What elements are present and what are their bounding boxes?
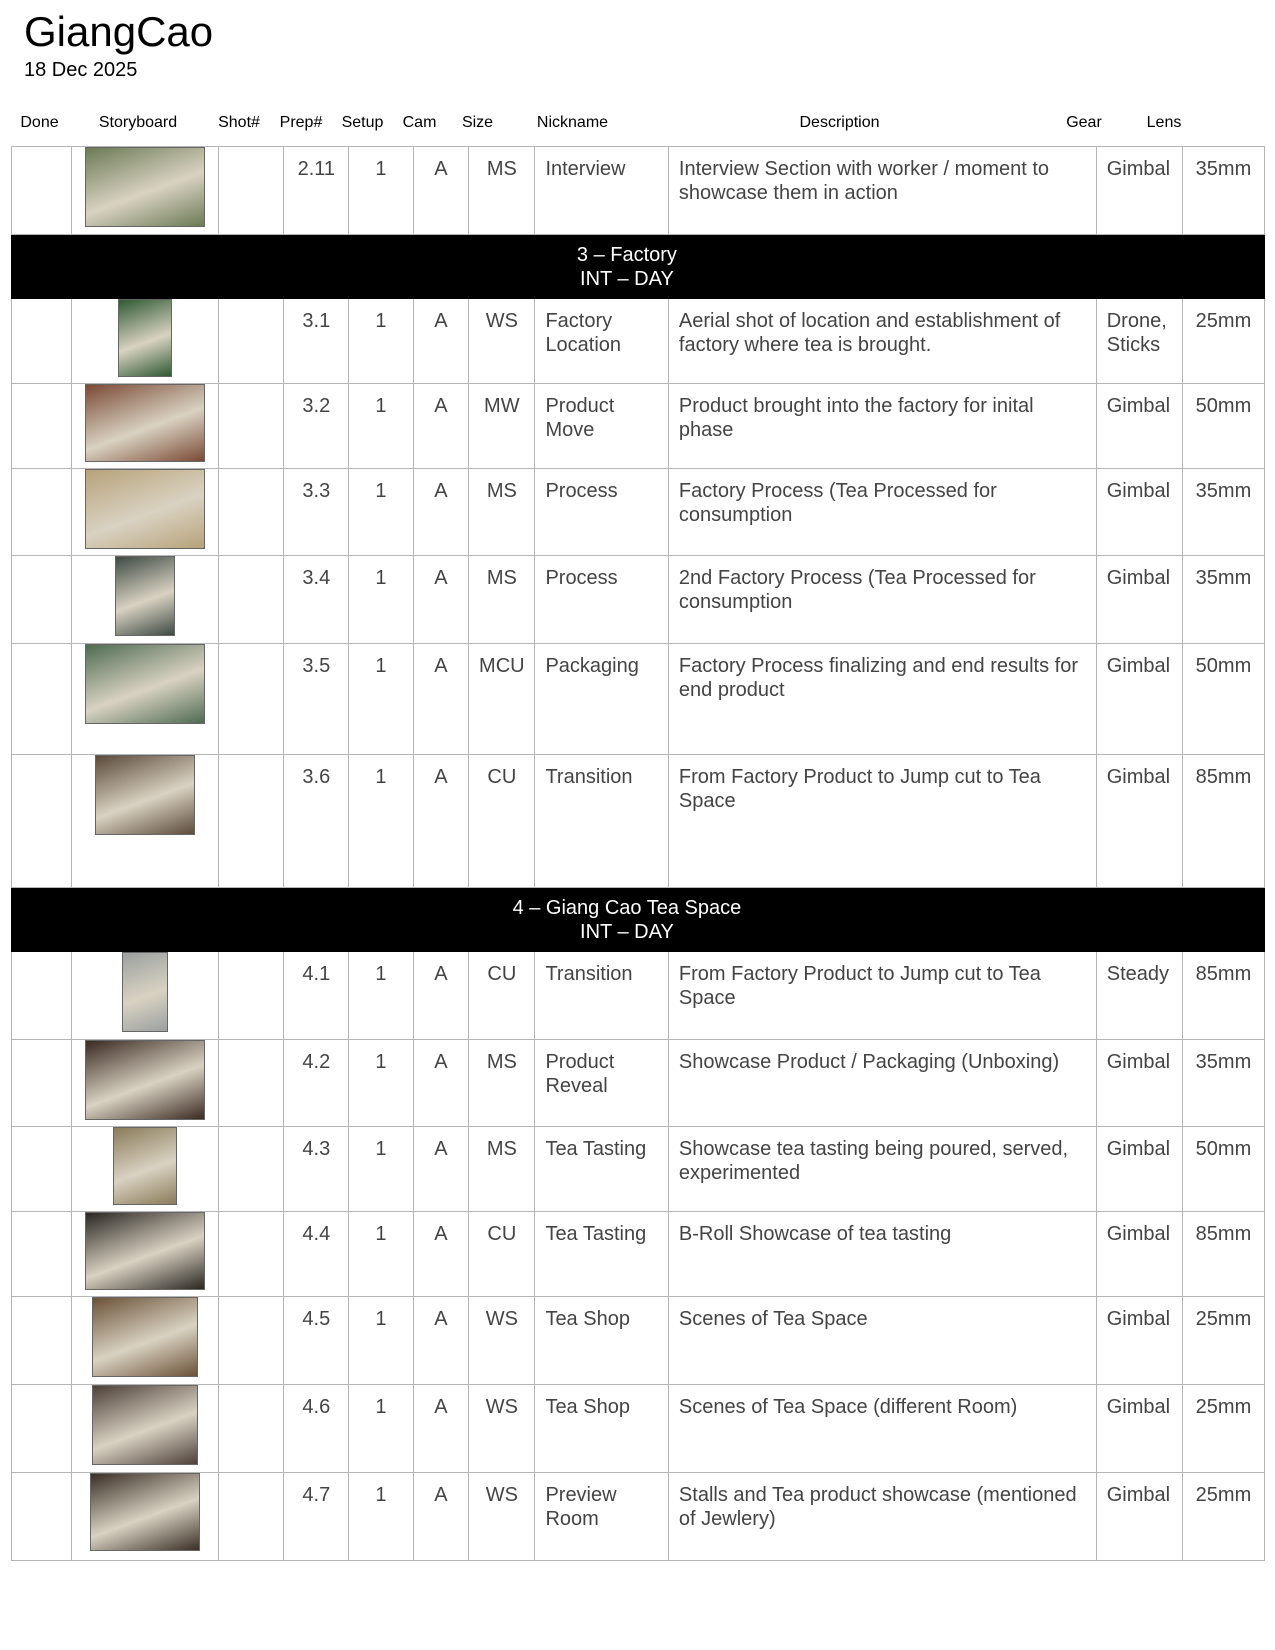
cell-prep: 4.7 <box>284 1473 349 1561</box>
shot-row <box>12 469 1265 556</box>
col-header-cam: Cam <box>402 114 437 131</box>
cell-shot <box>219 755 284 888</box>
cell-setup: 1 <box>349 755 413 888</box>
shot-row <box>12 556 1265 644</box>
column-header-row <box>0 112 1275 138</box>
cell-setup: 1 <box>349 1385 413 1473</box>
cell-cam: A <box>413 384 469 469</box>
scene-heading: 4 – Giang Cao Tea Space <box>512 897 742 919</box>
col-header-storyboard: Storyboard <box>98 114 178 131</box>
cell-cam: A <box>413 1297 469 1385</box>
cell-description: Scenes of Tea Space <box>668 1297 1096 1385</box>
cell-prep: 3.1 <box>284 299 349 384</box>
cell-prep: 3.5 <box>284 644 349 755</box>
col-header-shot: Shot# <box>218 114 260 131</box>
cell-done[interactable] <box>12 644 72 755</box>
cell-size: WS <box>469 1297 535 1385</box>
cell-lens: 50mm <box>1182 384 1264 469</box>
shot-row <box>12 755 1265 888</box>
cell-nickname: Packaging <box>535 644 668 755</box>
cell-setup: 1 <box>349 299 413 384</box>
cell-nickname: Interview <box>535 147 668 235</box>
cell-cam: A <box>413 1040 469 1127</box>
shot-row <box>12 644 1265 755</box>
cell-storyboard <box>71 1385 218 1473</box>
cell-gear: Gimbal <box>1096 556 1182 644</box>
cell-prep: 4.5 <box>284 1297 349 1385</box>
cell-storyboard <box>71 147 218 235</box>
cell-nickname: Process <box>535 469 668 556</box>
cell-done[interactable] <box>12 1040 72 1127</box>
cell-prep: 3.4 <box>284 556 349 644</box>
shot-row <box>12 299 1265 384</box>
cell-description: From Factory Product to Jump cut to Tea Space <box>668 755 1096 888</box>
cell-setup: 1 <box>349 469 413 556</box>
cell-nickname: Transition <box>535 952 668 1040</box>
cell-size: MS <box>469 1040 535 1127</box>
shot-row <box>12 1040 1265 1127</box>
cell-done[interactable] <box>12 1127 72 1212</box>
scene-header-row <box>12 888 1265 952</box>
cell-lens: 50mm <box>1182 644 1264 755</box>
cell-lens: 35mm <box>1182 556 1264 644</box>
scene-subheading: INT – DAY <box>580 921 674 943</box>
scene-header-spacer <box>1182 235 1264 299</box>
storyboard-thumbnail <box>90 1473 200 1551</box>
cell-gear: Gimbal <box>1096 1212 1182 1297</box>
cell-description: Aerial shot of location and establishment of factory where tea is brought. <box>668 299 1096 384</box>
cell-size: CU <box>469 952 535 1040</box>
cell-lens: 85mm <box>1182 1212 1264 1297</box>
cell-done[interactable] <box>12 299 72 384</box>
cell-done[interactable] <box>12 556 72 644</box>
cell-description: B-Roll Showcase of tea tasting <box>668 1212 1096 1297</box>
cell-shot <box>219 1040 284 1127</box>
cell-cam: A <box>413 1127 469 1212</box>
cell-shot <box>219 147 284 235</box>
cell-setup: 1 <box>349 1040 413 1127</box>
cell-size: CU <box>469 755 535 888</box>
cell-description: Showcase tea tasting being poured, served, experimented <box>668 1127 1096 1212</box>
cell-gear: Steady <box>1096 952 1182 1040</box>
cell-storyboard <box>71 556 218 644</box>
cell-shot <box>219 469 284 556</box>
cell-description: Stalls and Tea product showcase (mentioned of Jewlery) <box>668 1473 1096 1561</box>
scene-header-row <box>12 235 1265 299</box>
cell-description: Factory Process (Tea Processed for consumption <box>668 469 1096 556</box>
storyboard-thumbnail <box>122 952 168 1032</box>
cell-storyboard <box>71 1127 218 1212</box>
cell-prep: 4.4 <box>284 1212 349 1297</box>
cell-nickname: Tea Tasting <box>535 1127 668 1212</box>
storyboard-thumbnail <box>92 1297 198 1377</box>
cell-cam: A <box>413 556 469 644</box>
cell-done[interactable] <box>12 755 72 888</box>
cell-shot <box>219 556 284 644</box>
col-header-description: Description <box>799 114 880 131</box>
cell-size: WS <box>469 1473 535 1561</box>
cell-nickname: Preview Room <box>535 1473 668 1561</box>
cell-size: CU <box>469 1212 535 1297</box>
cell-shot <box>219 1127 284 1212</box>
cell-cam: A <box>413 1385 469 1473</box>
cell-storyboard <box>71 1212 218 1297</box>
cell-cam: A <box>413 755 469 888</box>
cell-gear: Gimbal <box>1096 755 1182 888</box>
cell-prep: 4.1 <box>284 952 349 1040</box>
scene-header-spacer <box>12 888 72 952</box>
cell-gear: Gimbal <box>1096 1127 1182 1212</box>
cell-shot <box>219 1212 284 1297</box>
cell-gear: Gimbal <box>1096 1040 1182 1127</box>
cell-storyboard <box>71 755 218 888</box>
cell-prep: 3.6 <box>284 755 349 888</box>
cell-done[interactable] <box>12 384 72 469</box>
cell-gear: Gimbal <box>1096 644 1182 755</box>
cell-lens: 35mm <box>1182 147 1264 235</box>
storyboard-thumbnail <box>92 1385 198 1465</box>
shot-row <box>12 1212 1265 1297</box>
cell-gear: Gimbal <box>1096 1385 1182 1473</box>
cell-shot <box>219 952 284 1040</box>
cell-done[interactable] <box>12 1212 72 1297</box>
col-header-size: Size <box>461 114 494 131</box>
cell-size: WS <box>469 1385 535 1473</box>
cell-lens: 85mm <box>1182 952 1264 1040</box>
shot-row <box>12 1297 1265 1385</box>
cell-lens: 35mm <box>1182 1040 1264 1127</box>
cell-cam: A <box>413 147 469 235</box>
cell-shot <box>219 384 284 469</box>
cell-nickname: Tea Shop <box>535 1297 668 1385</box>
cell-setup: 1 <box>349 1297 413 1385</box>
storyboard-thumbnail <box>115 556 175 636</box>
cell-cam: A <box>413 952 469 1040</box>
cell-setup: 1 <box>349 1127 413 1212</box>
cell-description: Interview Section with worker / moment to showcase them in action <box>668 147 1096 235</box>
cell-prep: 3.3 <box>284 469 349 556</box>
shot-row <box>12 952 1265 1040</box>
storyboard-thumbnail <box>85 1212 205 1290</box>
storyboard-thumbnail <box>85 147 205 227</box>
cell-gear: Gimbal <box>1096 384 1182 469</box>
cell-size: MS <box>469 1127 535 1212</box>
cell-description: From Factory Product to Jump cut to Tea Space <box>668 952 1096 1040</box>
document-date: 18 Dec 2025 <box>24 59 138 81</box>
cell-lens: 25mm <box>1182 1473 1264 1561</box>
cell-nickname: Tea Shop <box>535 1385 668 1473</box>
cell-cam: A <box>413 644 469 755</box>
shot-row <box>12 1127 1265 1212</box>
shot-row <box>12 384 1265 469</box>
col-header-nickname: Nickname <box>536 114 609 131</box>
storyboard-thumbnail <box>85 644 205 724</box>
cell-nickname: Factory Location <box>535 299 668 384</box>
storyboard-thumbnail <box>118 299 172 377</box>
cell-done[interactable] <box>12 1385 72 1473</box>
cell-shot <box>219 1473 284 1561</box>
cell-cam: A <box>413 299 469 384</box>
cell-storyboard <box>71 952 218 1040</box>
cell-storyboard <box>71 1297 218 1385</box>
storyboard-thumbnail <box>85 469 205 549</box>
cell-gear: Gimbal <box>1096 469 1182 556</box>
cell-nickname: Tea Tasting <box>535 1212 668 1297</box>
cell-setup: 1 <box>349 1473 413 1561</box>
cell-storyboard <box>71 1040 218 1127</box>
col-header-gear: Gear <box>1066 114 1102 131</box>
shot-row <box>12 1473 1265 1561</box>
scene-heading: 3 – Factory <box>576 244 677 266</box>
cell-prep: 2.11 <box>284 147 349 235</box>
cell-cam: A <box>413 469 469 556</box>
scene-header <box>71 888 1182 952</box>
cell-size: WS <box>469 299 535 384</box>
cell-size: MS <box>469 556 535 644</box>
cell-shot <box>219 1297 284 1385</box>
cell-lens: 85mm <box>1182 755 1264 888</box>
cell-size: MS <box>469 469 535 556</box>
cell-setup: 1 <box>349 147 413 235</box>
cell-setup: 1 <box>349 1212 413 1297</box>
cell-cam: A <box>413 1212 469 1297</box>
shot-row <box>12 147 1265 235</box>
document-title: GiangCao <box>24 8 214 55</box>
col-header-done: Done <box>20 114 59 131</box>
cell-shot <box>219 644 284 755</box>
cell-cam: A <box>413 1473 469 1561</box>
scene-subheading: INT – DAY <box>580 268 674 290</box>
cell-description: 2nd Factory Process (Tea Processed for consumption <box>668 556 1096 644</box>
cell-done[interactable] <box>12 1297 72 1385</box>
cell-nickname: Product Move <box>535 384 668 469</box>
cell-done[interactable] <box>12 147 72 235</box>
cell-lens: 25mm <box>1182 299 1264 384</box>
cell-storyboard <box>71 1473 218 1561</box>
storyboard-thumbnail <box>95 755 195 835</box>
cell-prep: 4.2 <box>284 1040 349 1127</box>
storyboard-thumbnail <box>85 1040 205 1120</box>
cell-lens: 25mm <box>1182 1385 1264 1473</box>
cell-gear: Gimbal <box>1096 1473 1182 1561</box>
cell-gear: Drone, Sticks <box>1096 299 1182 384</box>
cell-prep: 4.6 <box>284 1385 349 1473</box>
cell-setup: 1 <box>349 644 413 755</box>
col-header-setup: Setup <box>341 114 384 131</box>
cell-setup: 1 <box>349 384 413 469</box>
cell-nickname: Product Reveal <box>535 1040 668 1127</box>
cell-setup: 1 <box>349 952 413 1040</box>
cell-size: MS <box>469 147 535 235</box>
cell-shot <box>219 299 284 384</box>
cell-storyboard <box>71 469 218 556</box>
cell-storyboard <box>71 644 218 755</box>
cell-prep: 3.2 <box>284 384 349 469</box>
cell-nickname: Transition <box>535 755 668 888</box>
cell-size: MW <box>469 384 535 469</box>
scene-header <box>71 235 1182 299</box>
shot-list-table <box>11 146 1265 1561</box>
cell-lens: 35mm <box>1182 469 1264 556</box>
cell-storyboard <box>71 384 218 469</box>
col-header-lens: Lens <box>1146 114 1182 131</box>
shot-row <box>12 1385 1265 1473</box>
cell-size: MCU <box>469 644 535 755</box>
cell-storyboard <box>71 299 218 384</box>
cell-nickname: Process <box>535 556 668 644</box>
cell-done[interactable] <box>12 1473 72 1561</box>
cell-gear: Gimbal <box>1096 1297 1182 1385</box>
cell-done[interactable] <box>12 952 72 1040</box>
cell-description: Showcase Product / Packaging (Unboxing) <box>668 1040 1096 1127</box>
cell-lens: 50mm <box>1182 1127 1264 1212</box>
col-header-prep: Prep# <box>279 114 323 131</box>
storyboard-thumbnail <box>85 384 205 462</box>
cell-gear: Gimbal <box>1096 147 1182 235</box>
storyboard-thumbnail <box>113 1127 177 1205</box>
cell-description: Product brought into the factory for inital phase <box>668 384 1096 469</box>
cell-prep: 4.3 <box>284 1127 349 1212</box>
cell-shot <box>219 1385 284 1473</box>
scene-header-spacer <box>12 235 72 299</box>
cell-setup: 1 <box>349 556 413 644</box>
scene-header-spacer <box>1182 888 1264 952</box>
cell-description: Factory Process finalizing and end results for end product <box>668 644 1096 755</box>
cell-description: Scenes of Tea Space (different Room) <box>668 1385 1096 1473</box>
cell-lens: 25mm <box>1182 1297 1264 1385</box>
cell-done[interactable] <box>12 469 72 556</box>
